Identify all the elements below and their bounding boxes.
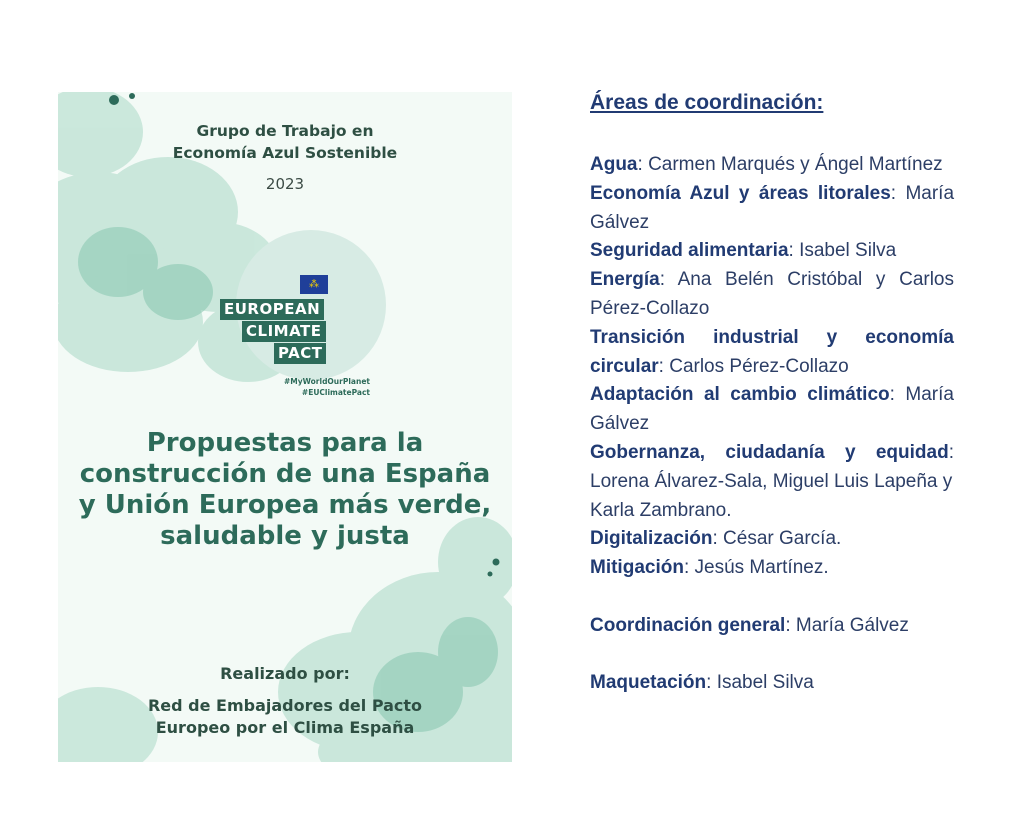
separator: :	[788, 240, 800, 262]
separator: :	[948, 441, 954, 463]
coordination-credits	[590, 89, 954, 698]
credit-entry-gobernanza	[590, 439, 954, 525]
area-label: Maquetación	[590, 672, 707, 694]
report-year: 2023	[265, 175, 305, 193]
hashtag-eu-climate-pact: #EUClimatePact	[301, 388, 370, 397]
area-label: Transición industrial y economía circular	[590, 326, 954, 377]
credit-entry-maquetacion	[590, 669, 954, 698]
area-label: Coordinación general	[590, 614, 786, 636]
author-network-line-2: Europeo por el Clima España	[155, 718, 415, 737]
credit-entry-economia-azul	[590, 180, 954, 238]
area-label: Agua	[590, 154, 638, 175]
spacer	[590, 583, 954, 612]
report-cover	[58, 92, 512, 762]
spacer	[590, 641, 954, 670]
hashtag-my-world: #MyWorldOurPlanet	[284, 377, 370, 386]
area-names: César García.	[723, 528, 842, 550]
logo-word-european: EUROPEAN	[220, 299, 324, 320]
credits-heading: Áreas de coordinación:	[590, 91, 824, 114]
area-names: Ana Belén Cristóbal y Carlos Pérez-Collazo	[590, 269, 954, 319]
area-label: Seguridad alimentaria	[590, 240, 789, 262]
proposal-title: Propuestas para la construcción de una España y Unión Europea más verde, saludable y justa	[78, 428, 492, 551]
credit-entry-mitigacion	[590, 554, 954, 583]
author-network-line-1: Red de Embajadores del Pacto	[147, 696, 423, 715]
credit-entry-agua	[590, 151, 954, 180]
hashtags	[258, 376, 370, 398]
logo-word-climate: CLIMATE	[242, 321, 326, 342]
eu-flag-icon: ⁂	[300, 275, 328, 294]
area-names: María Gálvez	[590, 384, 954, 435]
area-names: Lorena Álvarez-Sala, Miguel Luis Lapeña y	[590, 470, 953, 492]
logo-word-pact: PACT	[274, 343, 326, 364]
area-names: Isabel Silva	[716, 672, 814, 694]
area-label: Gobernanza, ciudadanía y equidad	[590, 441, 949, 463]
working-group-line-2: Economía Azul Sostenible	[172, 144, 398, 162]
separator: :	[683, 557, 695, 579]
separator: :	[712, 528, 724, 550]
area-label: Economía Azul y áreas litorales	[590, 182, 891, 204]
area-names-continued: Karla Zambrano.	[590, 499, 732, 521]
credit-entry-seguridad-alimentaria	[590, 237, 954, 266]
area-names: Carmen Marqués y Ángel Martínez	[648, 154, 943, 175]
area-label: Mitigación	[590, 557, 684, 579]
separator: :	[785, 614, 796, 636]
area-label: Digitalización	[590, 528, 713, 550]
separator: :	[889, 384, 906, 406]
area-names: María Gálvez	[795, 614, 909, 636]
credit-entry-adaptacion	[590, 381, 954, 439]
area-label: Adaptación al cambio climático	[590, 384, 890, 406]
credit-entry-digitalizacion	[590, 525, 954, 554]
area-names: Carlos Pérez-Collazo	[669, 355, 849, 377]
area-label: Energía	[590, 269, 660, 291]
made-by-label: Realizado por:	[220, 664, 350, 683]
working-group-line-1: Grupo de Trabajo en	[196, 122, 374, 140]
credit-entry-transicion-industrial	[590, 324, 954, 382]
separator: :	[890, 182, 906, 204]
credit-entry-energia	[590, 266, 954, 324]
separator: :	[637, 154, 649, 175]
separator: :	[706, 672, 717, 694]
area-names: Jesús Martínez.	[694, 557, 829, 579]
working-group-title	[58, 120, 512, 164]
separator: :	[659, 269, 678, 291]
separator: :	[658, 355, 670, 377]
area-names: Isabel Silva	[799, 240, 897, 262]
credit-entry-coordinacion-general	[590, 612, 954, 641]
area-names: María Gálvez	[590, 182, 955, 233]
author-network	[58, 695, 512, 739]
